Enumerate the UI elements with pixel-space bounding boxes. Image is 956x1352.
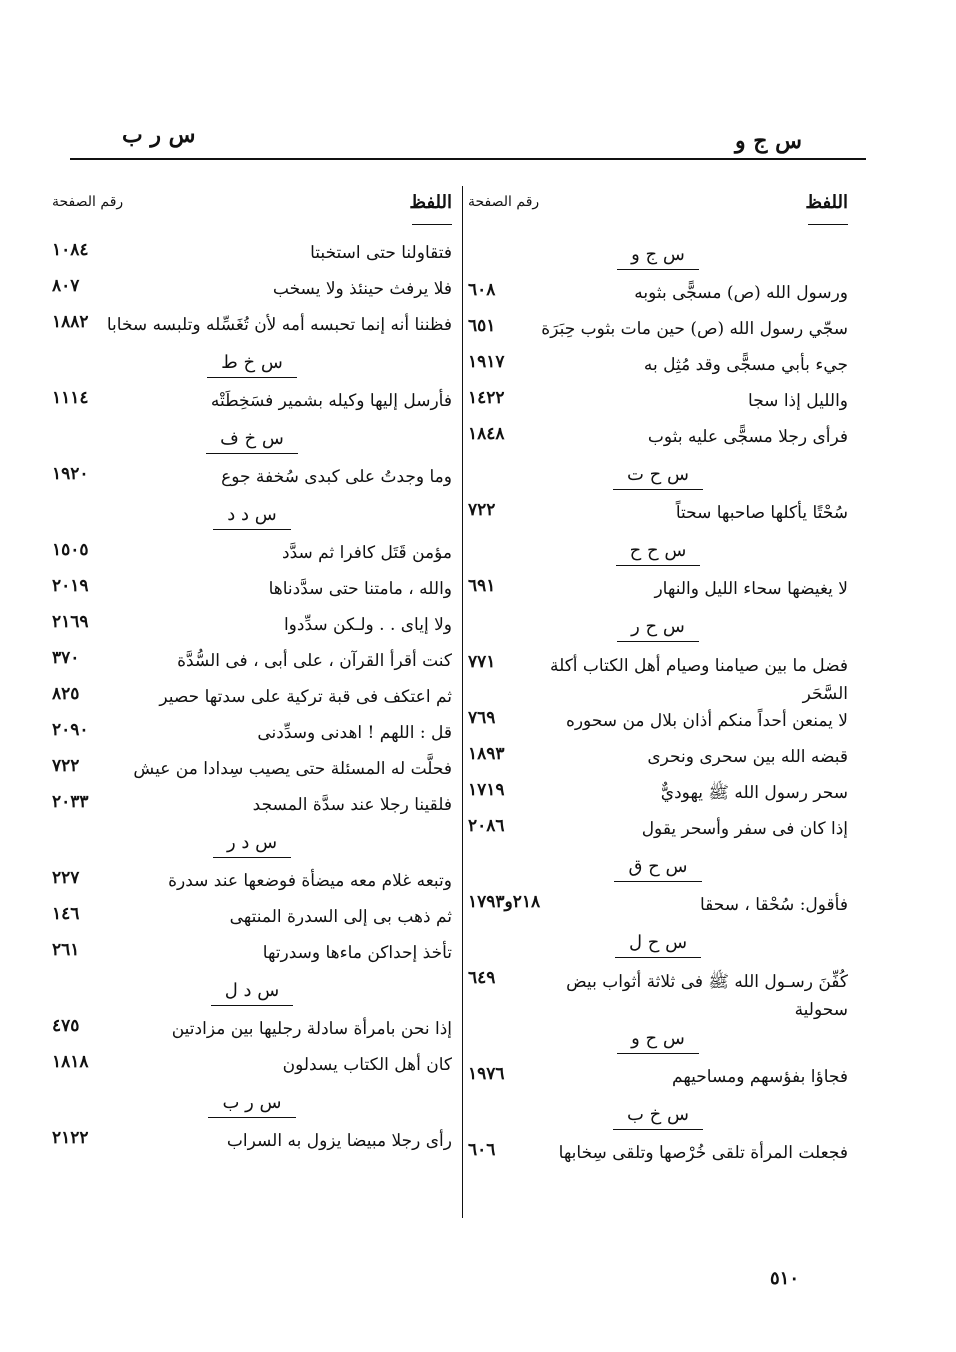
entry-phrase: والله ، مامتنا حتى سدَّدناها <box>268 579 452 599</box>
root-heading <box>52 824 452 864</box>
entry-phrase: سحر رسول الله ﷺ يهوديٌّ <box>660 783 848 803</box>
entry-page-number: ٢٠٨٦ <box>468 816 505 836</box>
entry-page-number: ١٥٠٥ <box>52 540 89 560</box>
entry-page-number: ١٨٨٢ <box>52 312 89 332</box>
entry-phrase: فلا يرفث حينئذ ولا يسخب <box>272 279 452 299</box>
running-head-right: س ج و <box>735 128 802 154</box>
root-heading <box>468 456 848 496</box>
index-entry <box>468 348 848 384</box>
root-heading <box>52 972 452 1012</box>
entry-page-number: ٢٢٧ <box>52 868 80 888</box>
running-head-left: س ر ب <box>122 122 196 148</box>
entry-page-number: ١٩٧٦ <box>468 1064 505 1084</box>
entry-page-number: ٦٠٨ <box>468 280 496 300</box>
index-entry <box>468 420 848 456</box>
index-entry <box>468 776 848 812</box>
entry-phrase: فجاؤا بفؤسهم ومساحيهم <box>672 1067 848 1087</box>
entry-page-number: ٤٧٥ <box>52 1016 80 1036</box>
index-entry <box>52 788 452 824</box>
entry-page-number: ٧٦٩ <box>468 708 496 728</box>
entry-phrase: ورسول الله (ص) مسجًّى بثوبه <box>634 283 848 303</box>
entry-phrase: كان أهل الكتاب يسدلون <box>282 1055 452 1075</box>
entry-phrase: ولا إياى . . ولـكن سدِّدوا <box>283 615 452 635</box>
entry-page-number: ٦٥١ <box>468 316 496 336</box>
root-heading-text: س ح ت <box>613 464 703 490</box>
entry-page-number: ١١١٤ <box>52 388 89 408</box>
entry-page-number: ٨٠٧ <box>52 276 80 296</box>
entry-phrase: قل : اللهم ! اهدنى وسدِّدنى <box>257 723 452 743</box>
index-entry <box>52 272 452 308</box>
root-heading-text: س ح ل <box>615 932 701 958</box>
index-entry <box>468 572 848 608</box>
entry-page-number: ٢٦١ <box>52 940 80 960</box>
column-divider <box>462 186 463 1218</box>
entry-phrase: فأقول: سُحْقا ، سحقا <box>700 895 848 915</box>
root-heading-text: س د ل <box>211 980 294 1006</box>
root-heading-text: س ح ح <box>616 540 701 566</box>
root-heading <box>52 1084 452 1124</box>
entry-phrase: فأرسل إليها وكيله بشمير فسَخِطَتْه <box>210 391 452 411</box>
index-entry <box>52 1012 452 1048</box>
entry-page-number: ١٨٤٨ <box>468 424 505 444</box>
root-heading <box>468 1096 848 1136</box>
entry-page-number: ٧٢٢ <box>468 500 496 520</box>
index-entry <box>468 496 848 532</box>
entry-page-number: ٢٠١٩ <box>52 576 89 596</box>
index-entry <box>52 384 452 420</box>
entry-phrase: ثم اعتكف فى قبة تركية على سدتها حصير <box>159 687 452 707</box>
column-header-word: اللفظ <box>409 192 452 213</box>
entry-phrase: فرأى رجلا مسجًّى عليه بثوب <box>647 427 848 447</box>
index-entry <box>468 1136 848 1172</box>
index-entry <box>52 644 452 680</box>
entry-phrase: والليل إذا سجا <box>748 391 848 411</box>
column-header <box>468 186 848 236</box>
entry-page-number: ٢١٢٢ <box>52 1128 89 1148</box>
header-rule <box>70 158 866 160</box>
entry-phrase: سُحْتًا يأكلها صاحبها سحتاً <box>675 503 848 523</box>
entry-phrase: ثم ذهب بى إلى السدرة المنتهى <box>229 907 452 927</box>
root-heading <box>52 420 452 460</box>
entry-page-number: ١٧١٩ <box>468 780 505 800</box>
entry-page-number: ١٨٩٣ <box>468 744 505 764</box>
index-entry <box>468 740 848 776</box>
index-entry <box>52 680 452 716</box>
right-column <box>468 186 848 1172</box>
index-entry <box>52 460 452 496</box>
entry-phrase: تأخذ إحداكن ماءها وسدرتها <box>262 943 452 963</box>
index-entry <box>52 308 452 344</box>
index-entry <box>468 812 848 848</box>
root-heading-text: س خ ط <box>207 352 297 378</box>
entry-phrase: مؤمن قَتَل كافرا ثم سدَّد <box>282 543 452 563</box>
index-entry <box>52 900 452 936</box>
root-heading-text: س ح ر <box>617 616 699 642</box>
entry-page-number: ١٨١٨ <box>52 1052 89 1072</box>
root-heading-text: س ح و <box>617 1028 699 1054</box>
root-heading-text: س خ ف <box>206 428 298 454</box>
index-entry <box>468 888 848 924</box>
index-entry <box>468 704 848 740</box>
column-header-page: رقم الصفحة <box>468 194 540 210</box>
index-entry <box>468 312 848 348</box>
index-entry <box>468 648 848 704</box>
entry-phrase: إذا كان فى سفر وأسحر يقول <box>641 819 848 839</box>
index-entry <box>52 536 452 572</box>
entry-phrase: كنت أقرأ القرآن ، على أبى ، فى السُّدَّة <box>177 651 452 671</box>
entry-page-number: ٢٠٩٠ <box>52 720 89 740</box>
root-heading <box>468 608 848 648</box>
index-entry <box>52 864 452 900</box>
column-header-word: اللفظ <box>805 192 848 213</box>
entry-phrase: وما وجدتُ على كبدى سُخفة جوع <box>221 467 452 487</box>
index-entry <box>52 572 452 608</box>
index-entry <box>52 1124 452 1160</box>
entry-phrase: فظننا أنه إنما تحبسه أمه لأن تُغَسِّله وتلبسه سخابا <box>106 315 452 335</box>
root-heading-text: س د ر <box>213 832 291 858</box>
entry-phrase: فتقاولنا حتى استخبتا <box>310 243 452 263</box>
page-number: ٥١٠ <box>770 1268 800 1289</box>
entry-phrase: رأى رجلا مبيضا يزول به السراب <box>226 1131 452 1151</box>
entry-page-number: ٢١٨و١٧٩٣ <box>468 892 541 912</box>
entry-phrase: فلقينا رجلا عند سدَّة المسجد <box>252 795 452 815</box>
entry-page-number: ١٠٨٤ <box>52 240 89 260</box>
root-heading <box>468 532 848 572</box>
root-heading-text: س ح ق <box>614 856 701 882</box>
root-heading <box>468 924 848 964</box>
index-entry <box>468 276 848 312</box>
entry-phrase: لا يغيضها سحاء الليل والنهار <box>654 579 848 599</box>
entry-phrase: فجعلت المرأة تلقى خُرْصها وتلقى سِخابها <box>558 1143 848 1163</box>
entry-phrase: جيء بأبي مسجًّى وقد مُثِل به <box>643 355 848 375</box>
entry-phrase: قبضه الله بين سحرى ونحرى <box>647 747 848 767</box>
entry-page-number: ٦٤٩ <box>468 968 496 988</box>
entry-page-number: ١٩٢٠ <box>52 464 89 484</box>
index-entry <box>468 384 848 420</box>
root-heading <box>52 344 452 384</box>
left-column <box>52 186 452 1160</box>
entry-page-number: ١٩١٧ <box>468 352 505 372</box>
entry-phrase: كُفِّنَ رسـول الله ﷺ فى ثلاثة أثواب بيض سحولية <box>566 972 848 1020</box>
entry-page-number: ٧٢٢ <box>52 756 80 776</box>
root-heading <box>52 496 452 536</box>
entry-page-number: ٨٢٥ <box>52 684 80 704</box>
entry-page-number: ٢١٦٩ <box>52 612 89 632</box>
entry-phrase: وتبعه غلام معه ميضأة فوضعها عند سدرة <box>168 871 452 891</box>
entry-page-number: ١٤٢٢ <box>468 388 505 408</box>
root-heading-text: س د د <box>213 504 290 530</box>
column-header-page: رقم الصفحة <box>52 194 124 210</box>
root-heading-text: س خ ب <box>613 1104 703 1130</box>
entry-phrase: فحلَّت له المسئلة حتى يصيب سِدادا من عيش <box>133 759 452 779</box>
root-heading <box>468 236 848 276</box>
entry-phrase: إذا نحن بامرأة سادلة رجليها بين مزادتين <box>171 1019 452 1039</box>
column-header <box>52 186 452 236</box>
index-entry <box>468 1060 848 1096</box>
entry-page-number: ٦٠٦ <box>468 1140 496 1160</box>
index-entry <box>52 936 452 972</box>
root-heading <box>468 1020 848 1060</box>
root-heading-text: س ر ب <box>208 1092 295 1118</box>
entry-phrase: فضل ما بين صيامنا وصيام أهل الكتاب أكلة السَّحَر <box>549 656 848 704</box>
entry-page-number: ٧٧١ <box>468 652 496 672</box>
index-entry <box>52 1048 452 1084</box>
index-entry <box>52 608 452 644</box>
entry-page-number: ٣٧٠ <box>52 648 80 668</box>
entry-phrase: لا يمنعن أحداً منكم أذان بلال من سحوره <box>565 711 848 731</box>
index-entry <box>52 752 452 788</box>
root-heading-text: س ج و <box>617 244 699 270</box>
entry-page-number: ٦٩١ <box>468 576 496 596</box>
index-entry <box>468 964 848 1020</box>
entry-page-number: ٢٠٣٣ <box>52 792 89 812</box>
entry-phrase: سجّي رسول الله (ص) حين مات بثوب حِبَرَة <box>541 319 848 339</box>
index-entry <box>52 716 452 752</box>
root-heading <box>468 848 848 888</box>
index-entry <box>52 236 452 272</box>
entry-page-number: ١٤٦ <box>52 904 80 924</box>
